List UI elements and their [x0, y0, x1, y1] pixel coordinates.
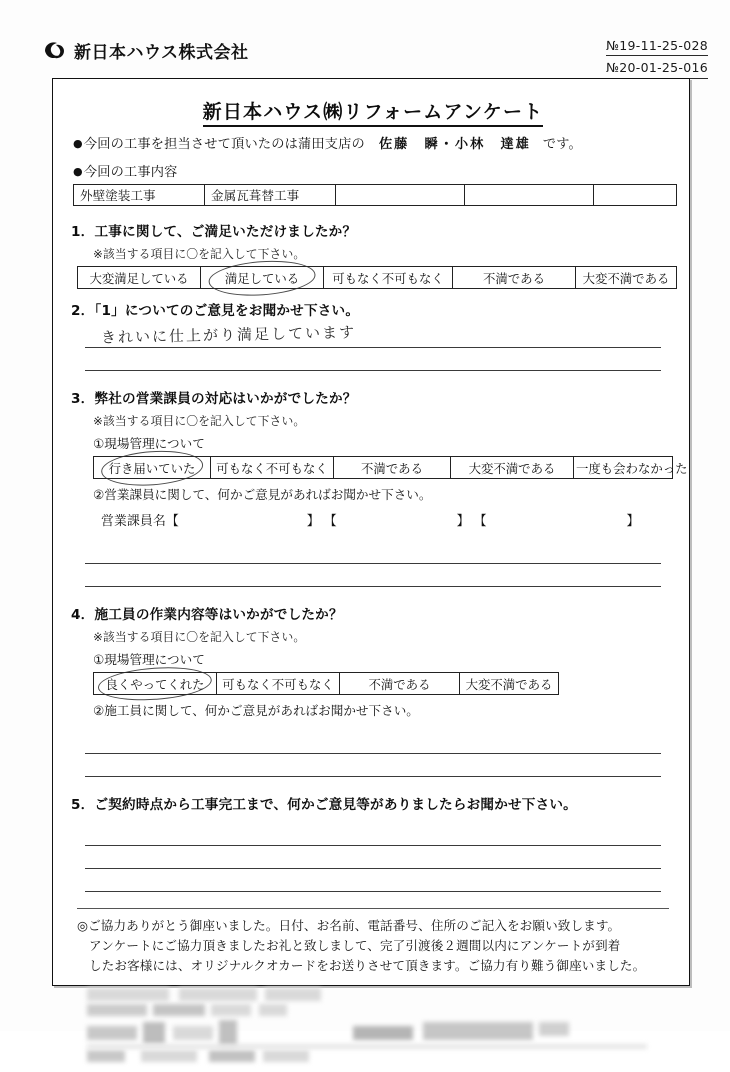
question-5-number: 5． — [71, 797, 95, 813]
table-row — [78, 267, 677, 289]
redacted-personal-info — [79, 986, 671, 1072]
question-3-options-table — [93, 456, 688, 479]
question-2-answer-line-1[interactable] — [85, 325, 661, 348]
footer-line-3: したお客様には、オリジナルクオカードをお送りさせて頂きます。ご協力有り難う御座いました。 — [89, 958, 646, 974]
q4-option-1[interactable] — [217, 673, 340, 695]
q4-option-2[interactable] — [340, 673, 460, 695]
q3-option-1[interactable] — [211, 457, 334, 479]
question-4-comment-line-1[interactable] — [85, 731, 661, 754]
q4-option-0[interactable] — [94, 673, 217, 695]
company-name: 新日本ハウス株式会社 — [74, 43, 249, 63]
q1-option-3-label: 不満である — [483, 270, 545, 286]
company-swirl-logo-icon — [42, 39, 68, 63]
q1-option-0-label: 大変満足している — [89, 270, 189, 286]
table-row — [74, 185, 677, 206]
question-5-answer-line-3[interactable] — [85, 869, 661, 892]
question-4-comment-line-2[interactable] — [85, 754, 661, 777]
question-1-note: ※該当する項目に〇を記入して下さい。 — [93, 247, 306, 261]
question-2-answer-area — [85, 325, 675, 371]
work-item-4 — [465, 185, 594, 206]
document-numbers — [606, 36, 708, 81]
q3-option-0[interactable] — [94, 457, 211, 479]
question-5-text: ご契約時点から工事完工まで、何かご意見等がありましたらお聞かせ下さい。 — [94, 797, 577, 813]
bracket-open-icon: 【 — [473, 514, 487, 529]
question-4-options-table — [93, 672, 559, 695]
question-2-text: 「1」についてのご意見をお聞かせ下さい。 — [94, 303, 360, 319]
question-5-heading — [71, 793, 675, 813]
table-row — [94, 673, 559, 695]
q3-option-0-label: 行き届いていた — [108, 460, 196, 476]
footer-divider — [77, 908, 669, 909]
q3-option-3-label: 大変不満である — [468, 460, 556, 476]
question-3-comment-line-2[interactable] — [85, 564, 661, 587]
bracket-close-icon: 】 — [456, 514, 470, 529]
question-3-subhead: ①現場管理について — [93, 436, 205, 451]
q3-option-3[interactable] — [451, 457, 574, 479]
question-3-number: 3． — [71, 391, 95, 407]
document-frame — [52, 78, 690, 986]
question-2-number: 2． — [71, 303, 95, 319]
staff-names: 佐藤 瞬・小林 達雄 — [378, 137, 531, 152]
bracket-open-icon: 【 — [323, 514, 337, 529]
question-2-answer-line-2[interactable] — [85, 348, 661, 371]
q1-option-2[interactable] — [324, 267, 453, 289]
work-item-2: 金属瓦葺替工事 — [205, 185, 336, 206]
work-item-5 — [594, 185, 677, 206]
q1-option-3[interactable] — [453, 267, 576, 289]
q4-option-0-label: 良くやってくれた — [105, 676, 205, 692]
bracket-close-icon: 】 — [306, 514, 320, 529]
bullet-icon: ● — [73, 137, 83, 150]
question-3-text: 弊社の営業課員の対応はいかがでしたか？ — [94, 391, 357, 407]
q3-option-4[interactable] — [574, 457, 688, 479]
bracket-open-icon: 【 — [165, 514, 179, 529]
q4-option-3[interactable] — [460, 673, 559, 695]
doc-number-2: №20-01-25-016 — [606, 58, 708, 78]
question-2-heading — [71, 299, 675, 319]
q3-option-4-label: 一度も会わなかった — [576, 460, 688, 476]
doc-number-1: №19-11-25-028 — [606, 36, 708, 56]
intro-suffix: です。 — [542, 137, 582, 152]
question-5-answer-line-1[interactable] — [85, 823, 661, 846]
q3-option-2-label: 不満である — [361, 460, 423, 476]
question-1-options-table — [77, 266, 677, 289]
q4-option-1-label: 可もなく不可もなく — [222, 676, 334, 692]
q1-option-2-label: 可もなく不可もなく — [332, 270, 444, 286]
work-item-3 — [336, 185, 465, 206]
page-title-text: 新日本ハウス㈱リフォームアンケート — [203, 101, 544, 127]
q1-option-1[interactable] — [201, 267, 324, 289]
question-2-handwritten-answer: きれいに仕上がり満足しています — [100, 323, 357, 347]
question-3-heading — [71, 387, 675, 407]
q4-option-2-label: 不満である — [368, 676, 431, 692]
question-1-text: 工事に関して、ご満足いただけましたか？ — [94, 224, 357, 240]
question-4-note: ※該当する項目に〇を記入して下さい。 — [93, 630, 306, 644]
q1-option-4[interactable] — [576, 267, 677, 289]
footer-line-2: アンケートにご協力頂きましたお礼と致しまして、完了引渡後２週間以内にアンケートが到着 — [89, 938, 621, 954]
question-1-heading — [71, 220, 675, 240]
question-4-comment-area — [85, 731, 675, 777]
q1-option-4-label: 大変不満である — [582, 270, 670, 286]
intro-prefix: 今回の工事を担当させて頂いたのは蒲田支店の — [83, 137, 365, 152]
question-4-sub2: ②施工員に関して、何かご意見があればお聞かせ下さい。 — [93, 703, 419, 718]
question-3-comment-area — [85, 541, 675, 587]
bullet-icon: ● — [73, 165, 83, 178]
page-title — [71, 97, 675, 124]
intro-line — [73, 133, 675, 152]
question-3-comment-line-1[interactable] — [85, 541, 661, 564]
q1-option-1-label: 満足している — [224, 270, 300, 286]
question-5-answer-area — [85, 823, 675, 892]
sales-staff-name-label: 営業課員名 — [101, 514, 166, 529]
work-content-table — [73, 184, 677, 206]
question-4-subhead: ①現場管理について — [93, 652, 205, 667]
question-3-note: ※該当する項目に〇を記入して下さい。 — [93, 414, 306, 428]
footer-note — [77, 916, 675, 976]
question-3-sub2: ②営業課員に関して、何かご意見があればお聞かせ下さい。 — [93, 487, 432, 502]
question-1-number: 1． — [71, 224, 95, 240]
question-5-answer-line-2[interactable] — [85, 846, 661, 869]
q3-option-2[interactable] — [334, 457, 451, 479]
q4-option-3-label: 大変不満である — [465, 676, 553, 692]
footer-mark-icon: ◎ — [77, 918, 89, 933]
work-item-1: 外壁塗装工事 — [74, 185, 205, 206]
bracket-close-icon: 】 — [626, 514, 640, 529]
q1-option-0[interactable] — [78, 267, 201, 289]
table-row — [94, 457, 673, 479]
sales-staff-name-fields — [101, 510, 675, 529]
q3-option-1-label: 可もなく不可もなく — [216, 460, 328, 476]
company-header — [42, 38, 249, 63]
work-content-label: 今回の工事内容 — [83, 165, 178, 180]
question-4-heading — [71, 603, 675, 623]
footer-line-1: ご協力ありがとう御座いました。日付、お名前、電話番号、住所のご記入をお願い致します。 — [88, 918, 621, 933]
work-content-label-row — [73, 161, 675, 180]
question-4-text: 施工員の作業内容等はいかがでしたか？ — [94, 607, 343, 623]
question-4-number: 4． — [71, 607, 95, 623]
